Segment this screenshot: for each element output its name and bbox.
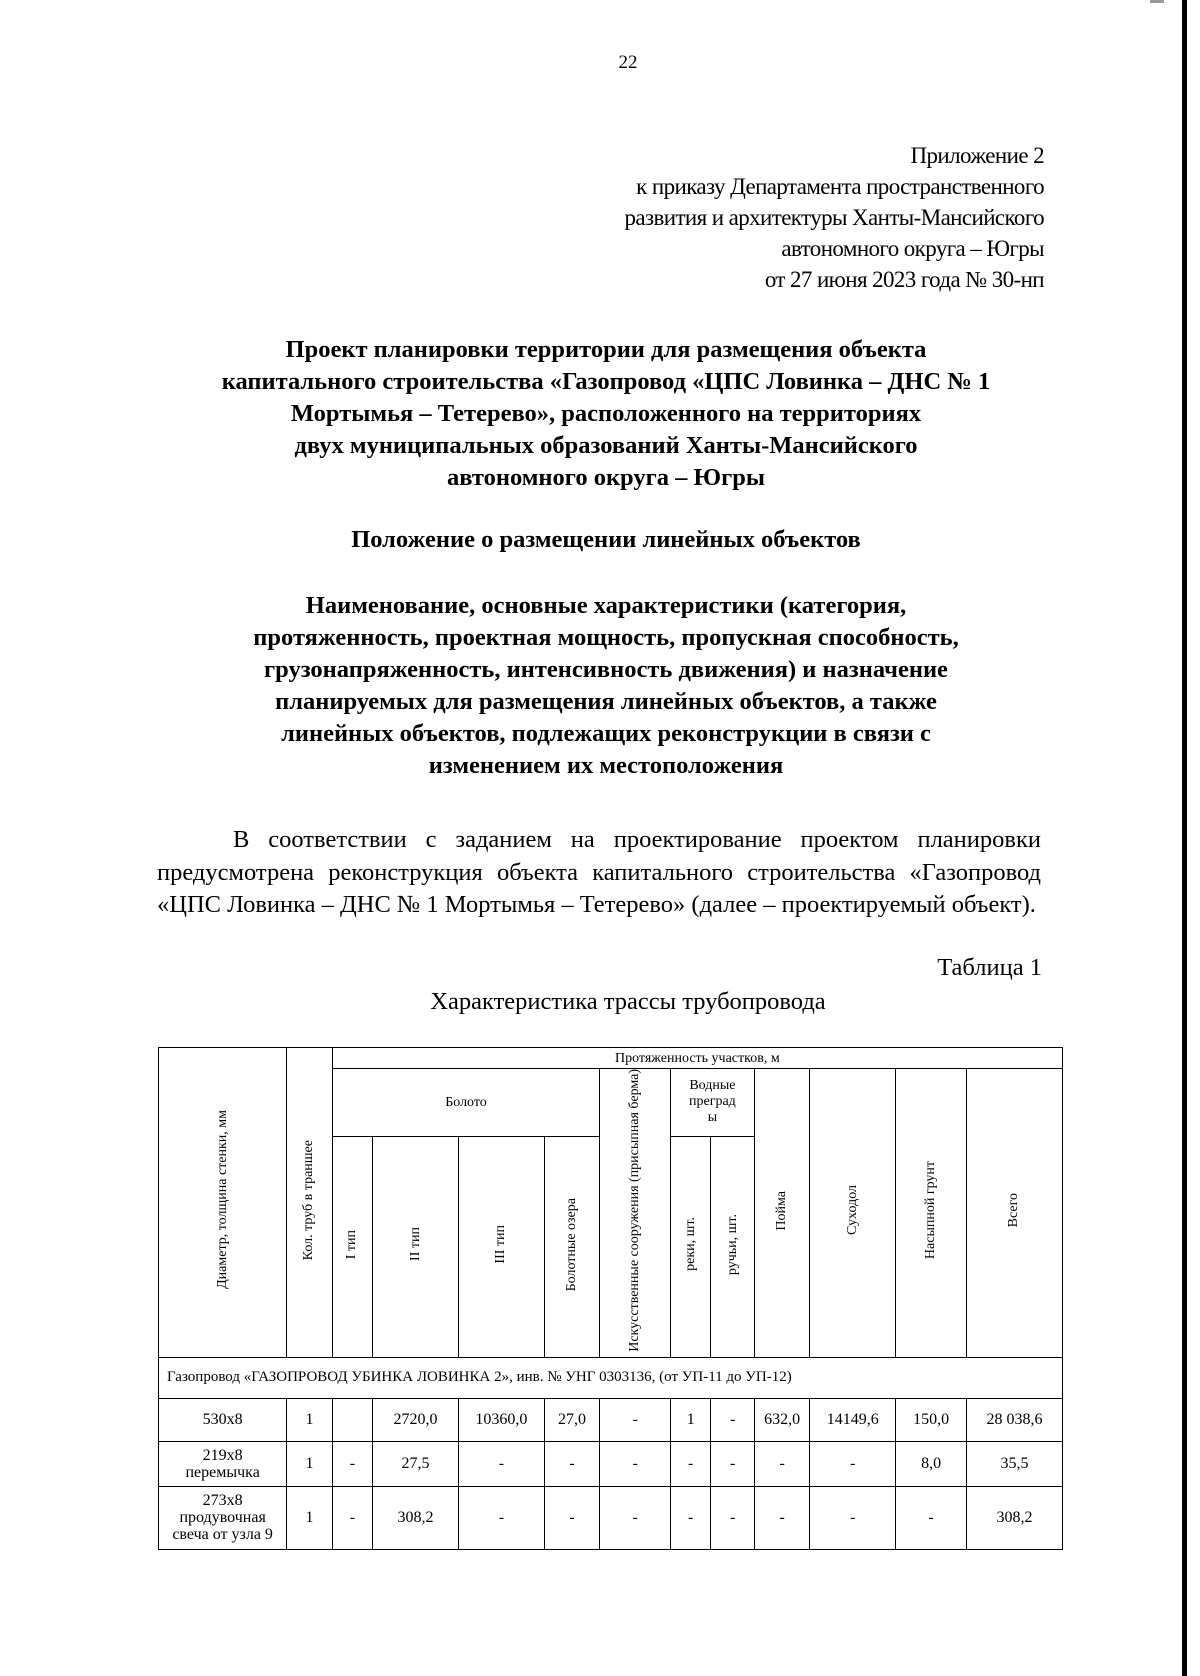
table-cell: - [332,1486,372,1549]
table-cell: - [458,1486,544,1549]
header-type3: III тип [458,1136,544,1357]
body-paragraph: В соответствии с заданием на проектирование проектом планировки предусмотрена реконструкция объекта капитального строительства «Газопровод «ЦПС Ловинка – ДНС № 1 Мортымья – Тетерево» (далее – проектируемый объект). [157,826,1041,918]
pipeline-table [158,1047,1063,1550]
table-cell: - [810,1441,896,1486]
section-heading: Положение о размещении линейных объектов [351,526,861,553]
table-cell: 28 038,6 [966,1398,1062,1441]
subsection-line: грузонапряженность, интенсивность движения) и назначение [264,656,948,683]
table-cell: - [810,1486,896,1549]
appendix-line: к приказу Департамента пространственного [636,174,1044,199]
table-cell: 308,2 [966,1486,1062,1549]
appendix-line: автономного округа – Югры [781,236,1044,261]
subsection-line: протяженность, проектная мощность, пропускная способность, [253,624,959,651]
table-cell: - [896,1486,967,1549]
title-line: Мортымья – Тетерево», расположенного на территориях [290,400,922,427]
subsection-line: Наименование, основные характеристики (категория, [305,592,907,619]
table-cell: 1 [287,1398,332,1441]
title-line: автономного округа – Югры [447,464,765,491]
header-length-group: Протяженность участков, м [332,1048,1062,1069]
table-cell: 14149,6 [810,1398,896,1441]
table-cell: 27,0 [544,1398,600,1441]
table-cell: 219х8 перемычка [159,1441,287,1486]
table-cell: - [671,1486,711,1549]
page-number: 22 [618,52,638,73]
header-rivers: реки, шт. [671,1136,711,1357]
table-cell: - [754,1441,810,1486]
header-type2: II тип [373,1136,459,1357]
header-streams: ручьи, шт. [711,1136,754,1357]
appendix-block [625,140,1044,295]
subsection-line: изменением их местоположения [428,752,784,779]
table-cell: 1 [287,1486,332,1549]
table-cell: - [711,1486,754,1549]
header-swamp-lakes: Болотные озера [544,1136,600,1357]
table-cell: 10360,0 [458,1398,544,1441]
table-section-title: Газопровод «ГАЗОПРОВОД УБИНКА ЛОВИНКА 2», инв. № УНГ 0303136, (от УП-11 до УП-12) [159,1357,1063,1398]
table-cell: 8,0 [896,1441,967,1486]
table-cell: 27,5 [373,1441,459,1486]
table-cell: 632,0 [754,1398,810,1441]
table-cell: - [544,1486,600,1549]
table-cell: - [711,1441,754,1486]
header-swamp-group: Болото [332,1069,600,1137]
title-line: двух муниципальных образований Ханты-Мансийского [294,432,918,459]
header-dry-valley: Суходол [810,1069,896,1358]
header-diameter: Диаметр, толщина стенки, мм [159,1048,287,1358]
scan-mark [1150,0,1164,3]
table-cell: 2720,0 [373,1398,459,1441]
table-cell: 273х8 продувочная свеча от узла 9 [159,1486,287,1549]
table-cell [332,1398,372,1441]
subsection-line: планируемых для размещения линейных объектов, а также [275,688,937,715]
header-pipe-count: Кол. труб в траншее [287,1048,332,1358]
table-cell: - [754,1486,810,1549]
appendix-line: развития и архитектуры Ханты-Мансийского [624,205,1044,230]
subsection-heading [150,590,1062,782]
header-type1: I тип [332,1136,372,1357]
table-cell: 35,5 [966,1441,1062,1486]
header-water-group: Водные преград ы [671,1069,755,1137]
table-cell: - [600,1441,671,1486]
table-cell: - [600,1398,671,1441]
table-cell: 1 [287,1441,332,1486]
table-cell: - [458,1441,544,1486]
title-line: капитального строительства «Газопровод «ЦПС Ловинка – ДНС № 1 [221,368,991,395]
table-cell: - [544,1441,600,1486]
appendix-line: от 27 июня 2023 года № 30-нп [764,267,1044,292]
table-cell: - [332,1441,372,1486]
header-artificial: Искусственные сооружения (присыпная берма) [600,1069,671,1358]
table-cell: - [600,1486,671,1549]
table-cell: 1 [671,1398,711,1441]
table-cell: 530х8 [159,1398,287,1441]
title-line: Проект планировки территории для размещения объекта [285,336,927,363]
table-label: Таблица 1 [937,954,1042,981]
header-fill-soil: Насыпной грунт [896,1069,967,1358]
appendix-line: Приложение 2 [910,143,1044,168]
subsection-line: линейных объектов, подлежащих реконструкции в связи с [281,720,931,747]
header-floodplain: Пойма [754,1069,810,1358]
table-cell: - [711,1398,754,1441]
document-title [150,334,1062,494]
table-cell: 308,2 [373,1486,459,1549]
scan-edge [1182,0,1187,1676]
table-cell: 150,0 [896,1398,967,1441]
table-caption: Характеристика трассы трубопровода [430,988,826,1015]
header-total: Всего [966,1069,1062,1358]
table-cell: - [671,1441,711,1486]
